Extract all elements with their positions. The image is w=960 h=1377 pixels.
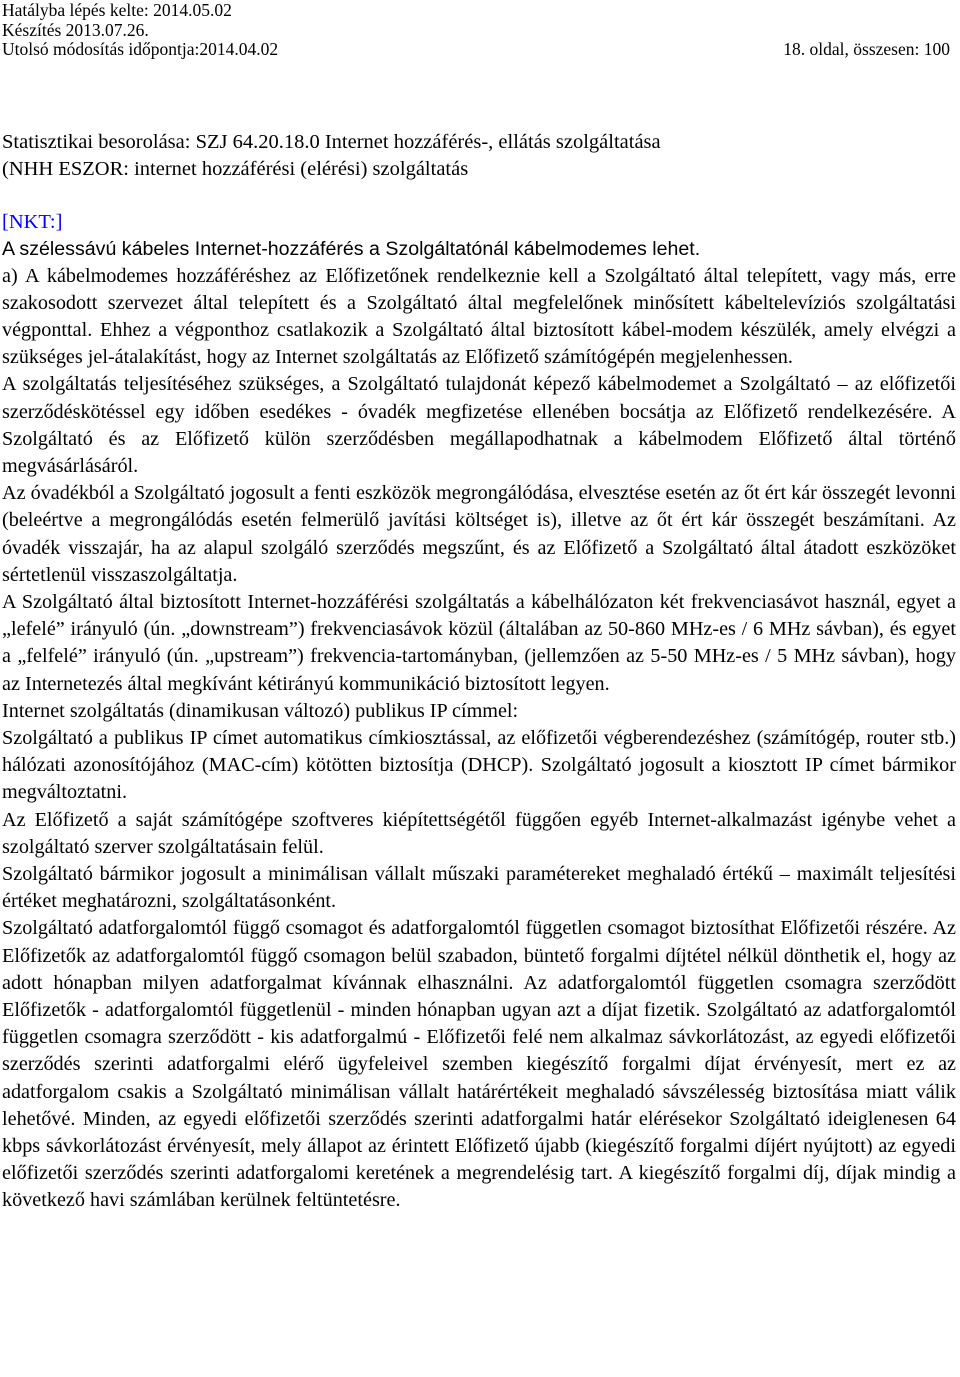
paragraph: Szolgáltató a publikus IP címet automatikus címkiosztással, az előfizetői végberendezéshez (számítógép, router stb.) hálózati azonosítójához (MAC-cím) kötötten biztosítja (DHCP). Szolgáltató jogosult a kiosztott IP címet bármikor megváltoztatni. [2, 726, 956, 804]
statistical-classification [2, 129, 956, 183]
page-header [2, 1, 956, 60]
last-modified-date: Utolsó módosítás időpontja:2014.04.02 [2, 39, 279, 59]
paragraph: A Szolgáltató által biztosított Internet-hozzáférési szolgáltatás a kábelhálózaton két frekvenciasávot használ, egyet a „lefelé” irányuló (ún. „downstream”) frekvenciasávok közül (általában az 50-860 MHz-es / 6 MHz sávban), és egyet a „felfelé” irányuló (ún. „upstream”) frekvencia-tartományban, (jellemzően az 5-50 MHz-es / 5 MHz sávban), hogy az Internetezés által megkívánt kétirányú kommunikáció biztosított legyen. [2, 590, 956, 695]
body-text [2, 236, 956, 1215]
paragraph: A szolgáltatás teljesítéséhez szükséges, a Szolgáltató tulajdonát képező kábelmodemet a Szolgáltató – az előfizetői szerződéskötéssel egy időben esedékes - óvadék megfizetése ellenében bocsátja az Előfizető rendelkezésére. A Szolgáltató és az Előfizető külön szerződésben megállapodhatnak a kábelmodem Előfizető által történő megvásárlásáról. [2, 373, 956, 477]
document-page [2, 0, 956, 1215]
effective-date: Hatályba lépés kelte: 2014.05.02 [2, 0, 232, 20]
paragraph: Internet szolgáltatás (dinamikusan változó) publikus IP címmel: [2, 699, 519, 722]
paragraph: Az óvadékból a Szolgáltató jogosult a fenti eszközök megrongálódása, elvesztése esetén az őt ért kár összegét levonni (beleértve a megrongálódás esetén felmerülő javítási költséget is), illetve az őt ért kár összegét beszámítani. Az óvadék visszajár, ha az alapul szolgáló szerződés megszűnt, és az Előfizető a Szolgáltató által átadott eszközöket sértetlenül visszaszolgáltatja. [2, 482, 956, 586]
intro-sentence: A szélessávú kábeles Internet-hozzáférés a Szolgáltatónál kábelmodemes lehet. [2, 237, 701, 260]
paragraph: Szolgáltató adatforgalomtól függő csomagot és adatforgalomtól független csomagot biztosíthat Előfizetői részére. Az Előfizetők az adatforgalomtól függő csomagon belül szabadon, büntető forgalmi díjtétel nélkül dönthetik el, hogy az adott hónapban milyen adatforgalmat kívánnak elhasználni. Az adatforgalomtól független csomagra szerződött Előfizetők - adatforgalomtól függetlenül - minden hónapban ugyan azt a díjat fizetik. Szolgáltató az adatforgalomtól független csomagra szerződött - kis adatforgalmú - Előfizetői felé nem alkalmaz sávkorlátozást, az egyedi előfizetői szerződés szerinti adatforgalmi elérő ügyfeleivel szemben kiegészítő forgalmi díjat érvényesít, mert ez az adatforgalom csakis a Szolgáltató minimálisan vállalt határértékeit meghaladó sávszélesség biztosítása miatt válik lehetővé. Minden, az egyedi előfizetői szerződés szerinti adatforgalmi határ elérésekor Szolgáltató ideiglenesen 64 kbps sávkorlátozást érvényesít, mely állapot az érintett Előfizető újabb (kiegészítő forgalmi díjért nyújtott) az egyedi előfizetői szerződés szerinti adatforgalomi keretének a megrendelésig tart. A kiegészítő forgalmi díj, díjak mindig a következő havi számlában kerülnek feltüntetésre. [2, 917, 956, 1212]
paragraph: Az Előfizető a saját számítógépe szoftveres kiépítettségétől függően egyéb Internet-alkalmazást igénybe vehet a szolgáltató szerver szolgáltatásain felül. [2, 808, 956, 858]
paragraph: a) A kábelmodemes hozzáféréshez az Előfizetőnek rendelkeznie kell a Szolgáltató által telepített, vagy más, erre szakosodott szervezet által telepített és a Szolgáltató által megfelelőnek minősített kábeltelevíziós szolgáltatási végponttal. Ehhez a végponthoz csatlakozik a Szolgáltató által biztosított kábel-modem készülék, amely elvégzi a szükséges jel-átalakítást, hogy az Internet szolgáltatás az Előfizető számítógépén megjelenhessen. [2, 264, 956, 369]
header-modified-row [2, 40, 956, 60]
paragraph: Szolgáltató bármikor jogosult a minimálisan vállalt műszaki paramétereket meghaladó értékű – maximált teljesítési értéket meghatározni, szolgáltatásonként. [2, 862, 956, 913]
nkt-label: [NKT:] [2, 210, 63, 233]
classification-line-2: (NHH ESZOR: internet hozzáférési (elérési) szolgáltatás [2, 157, 469, 180]
page-number: 18. oldal, összesen: 100 [783, 39, 950, 59]
classification-line-1: Statisztikai besorolása: SZJ 64.20.18.0 Internet hozzáférés-, ellátás szolgáltatása [2, 130, 661, 153]
creation-date: Készítés 2013.07.26. [2, 19, 149, 40]
